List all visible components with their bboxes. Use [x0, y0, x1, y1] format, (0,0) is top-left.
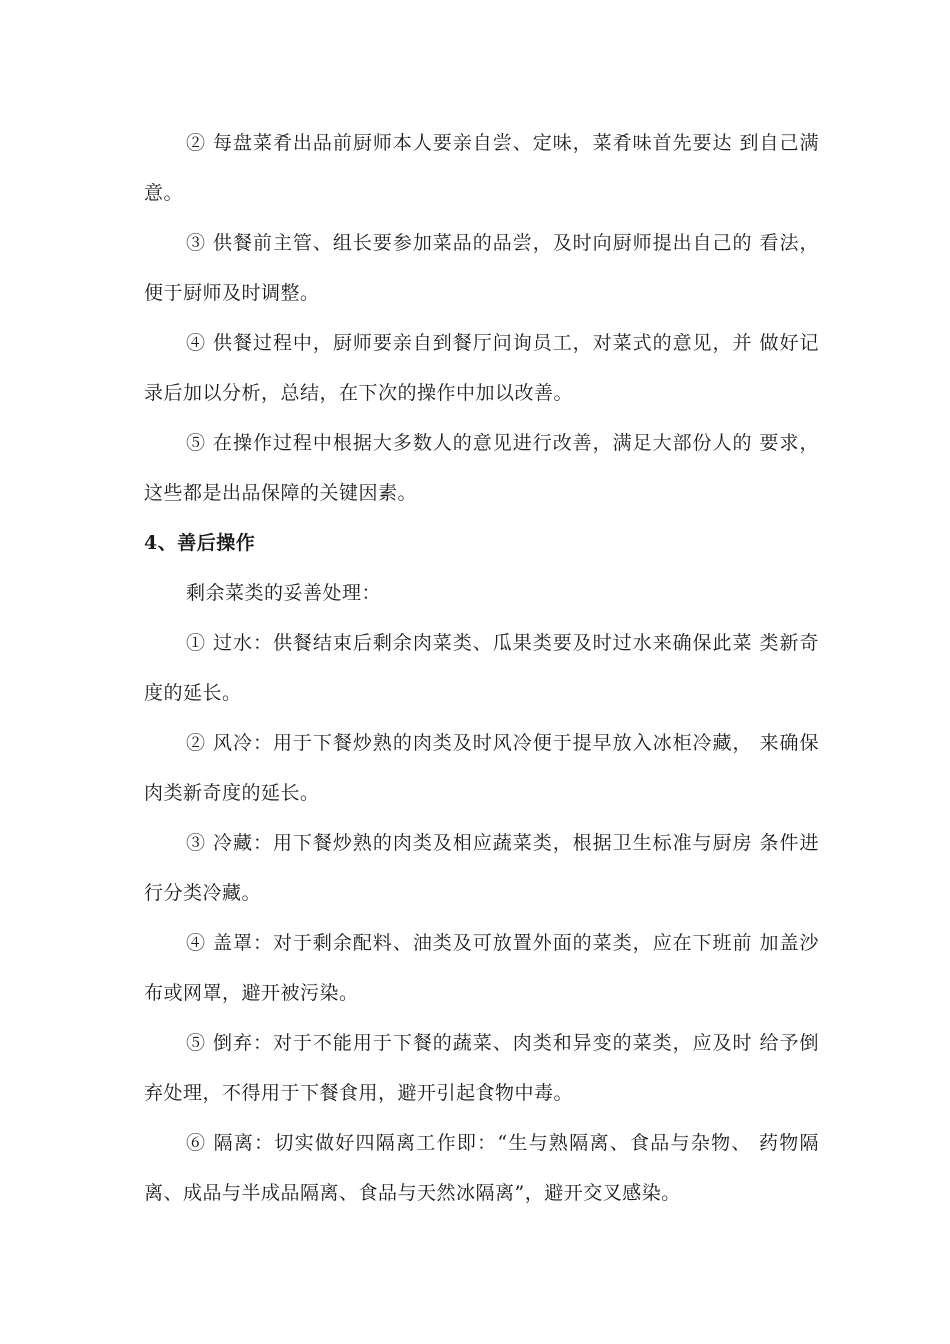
paragraph-chef-tasting: ② 每盘菜肴出品前厨师本人要亲自尝、定味，菜肴味首先要达 到自己满意。 — [144, 132, 819, 204]
document-page — [144, 118, 819, 1218]
paragraph-improvement: ⑤ 在操作过程中根据大多数人的意见进行改善，满足大部份人的 要求，这些都是出品保障的关键因素。 — [144, 432, 819, 504]
step-separate: ⑥ 隔离：切实做好四隔离工作即：“生与熟隔离、食品与杂物、 药物隔离、成品与半成品隔离、食品与天然冰隔离”，避开交叉感染。 — [144, 1132, 819, 1204]
section-intro: 剩余菜类的妥善处理： — [186, 582, 382, 604]
step-air-cool: ② 风冷：用于下餐炒熟的肉类及时风冷便于提早放入冰柜冷藏， 来确保肉类新奇度的延长。 — [144, 732, 819, 804]
step-refrigerate: ③ 冷藏：用下餐炒熟的肉类及相应蔬菜类，根据卫生标准与厨房 条件进行分类冷藏。 — [144, 832, 819, 904]
paragraph-supervisor-tasting: ③ 供餐前主管、组长要参加菜品的品尝，及时向厨师提出自己的 看法，便于厨师及时调整。 — [144, 232, 819, 304]
step-rinse: ① 过水：供餐结束后剩余肉菜类、瓜果类要及时过水来确保此菜 类新奇度的延长。 — [144, 632, 819, 704]
step-cover: ④ 盖罩：对于剩余配料、油类及可放置外面的菜类，应在下班前 加盖沙布或网罩，避开被污染。 — [144, 932, 819, 1004]
step-discard: ⑤ 倒弃：对于不能用于下餐的蔬菜、肉类和异变的菜类，应及时 给予倒弃处理，不得用于下餐食用，避开引起食物中毒。 — [144, 1032, 819, 1104]
paragraph-staff-feedback: ④ 供餐过程中，厨师要亲自到餐厅问询员工，对菜式的意见，并 做好记录后加以分析，总结，在下次的操作中加以改善。 — [144, 332, 819, 404]
section-heading: 4、善后操作 — [144, 532, 256, 554]
